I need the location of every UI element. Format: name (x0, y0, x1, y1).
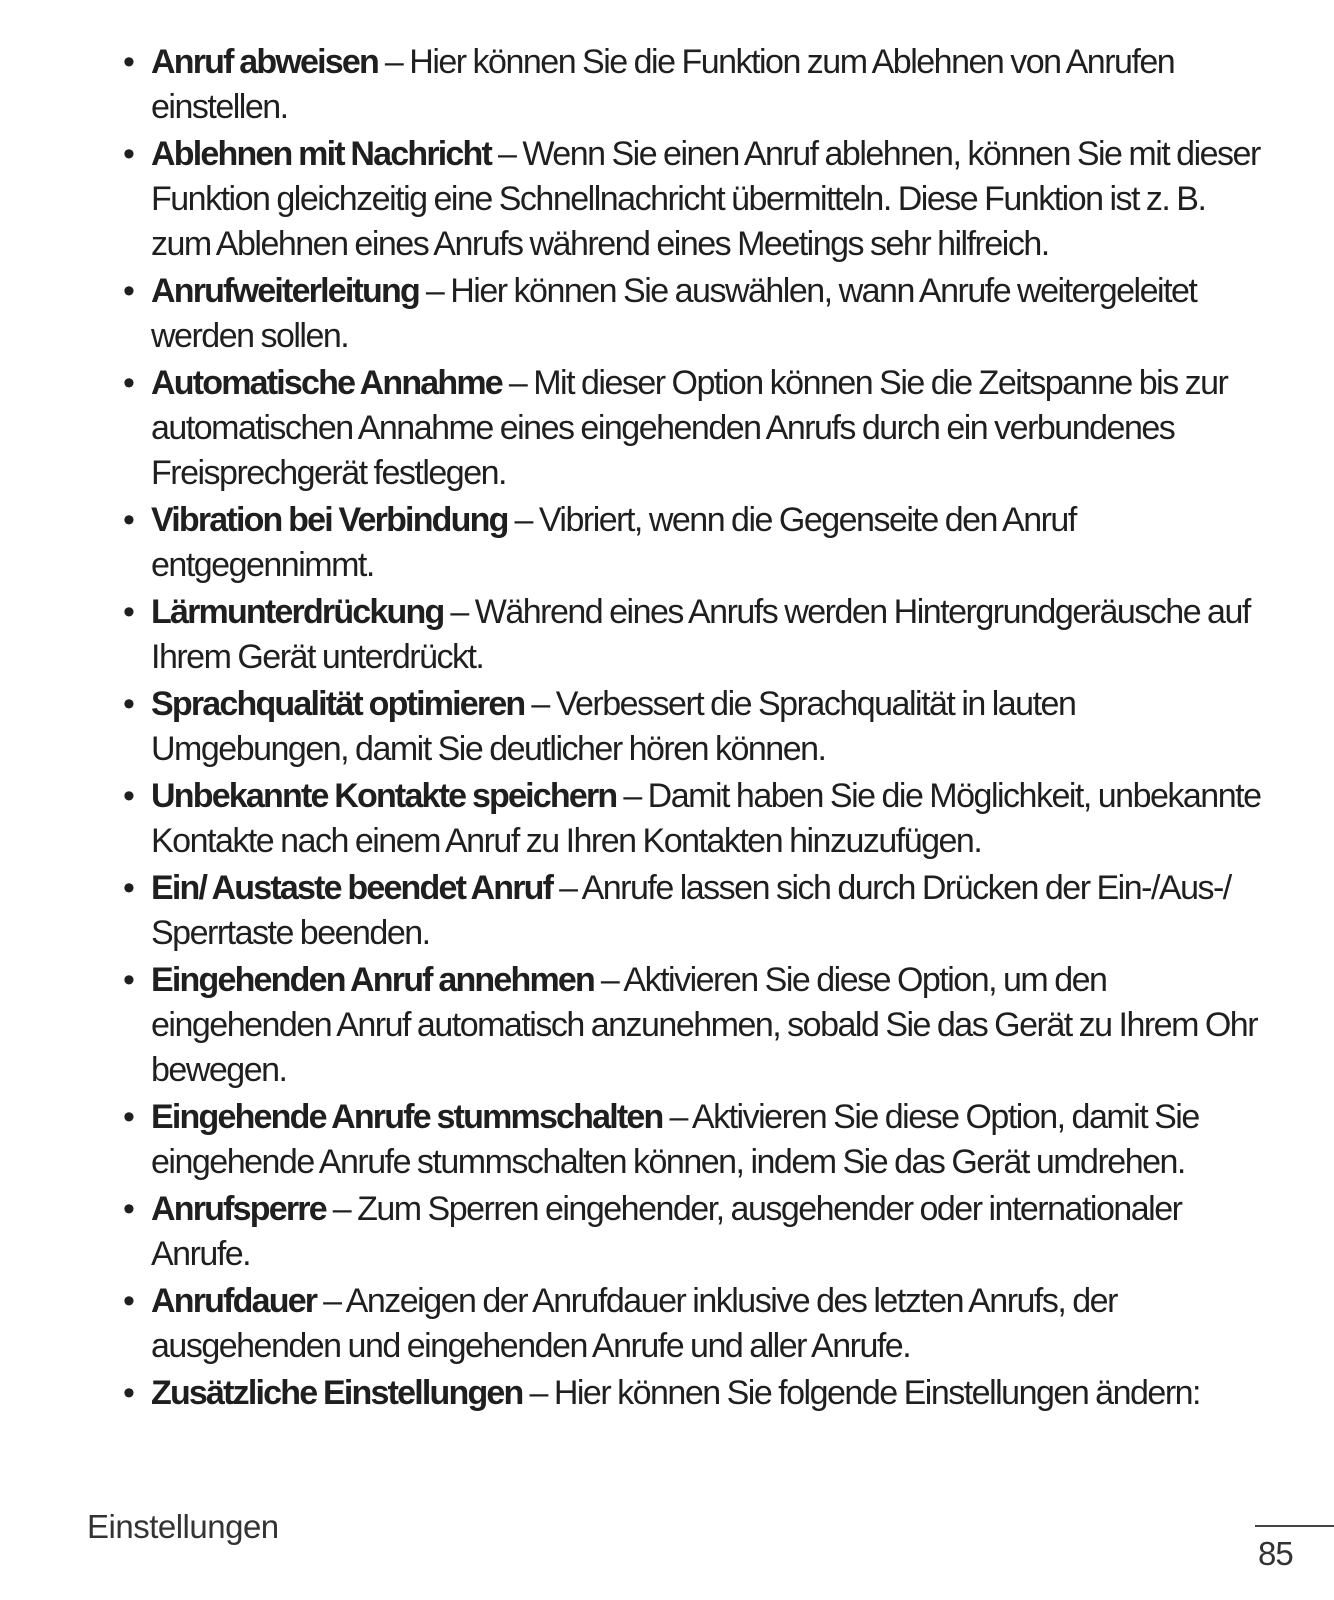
item-description: – Anzeigen der Anrufdauer inklusive des letzten Anrufs, der ausgehenden und eingehenden Anrufe und aller Anrufe. (151, 1282, 1117, 1365)
settings-list (123, 40, 1263, 1416)
item-description: – Mit dieser Option können Sie die Zeitspanne bis zur automatischen Annahme eines eingehenden Anrufs durch ein verbundenes Freisprechgerät festlegen. (151, 364, 1228, 492)
item-term: Automatische Annahme (151, 364, 502, 402)
item-description: – Aktivieren Sie diese Option, damit Sie eingehende Anrufe stummschalten können, indem Sie das Gerät umdrehen. (151, 1098, 1199, 1181)
item-description: – Zum Sperren eingehender, ausgehender oder internationaler Anrufe. (151, 1190, 1182, 1273)
bullet: • (123, 43, 134, 81)
page-content (123, 40, 1263, 1418)
bullet: • (123, 501, 134, 539)
item-term: Anruf abweisen (151, 43, 378, 81)
item-term: Ablehnen mit Nachricht (151, 135, 492, 173)
bullet: • (123, 593, 134, 631)
item-term: Unbekannte Kontakte speichern (151, 777, 617, 815)
footer-section-title: Einstellungen (87, 1508, 279, 1545)
item-term: Anrufweiterleitung (151, 272, 419, 310)
item-description: – Hier können Sie auswählen, wann Anrufe weitergeleitet werden sollen. (151, 272, 1197, 355)
item-description: – Hier können Sie die Funktion zum Ablehnen von Anrufen einstellen. (151, 43, 1175, 126)
list-item-zusaetzliche-einstellungen (123, 1371, 1263, 1416)
item-description: – Während eines Anrufs werden Hintergrundgeräusche auf Ihrem Gerät unterdrückt. (151, 593, 1250, 676)
item-term: Eingehende Anrufe stummschalten (151, 1098, 663, 1136)
list-item-anrufdauer (123, 1279, 1263, 1369)
item-description: – Aktivieren Sie diese Option, um den eingehenden Anruf automatisch anzunehmen, sobald Sie das Gerät zu Ihrem Ohr bewegen. (151, 961, 1258, 1089)
bullet: • (123, 1282, 134, 1320)
item-description: – Damit haben Sie die Möglichkeit, unbekannte Kontakte nach einem Anruf zu Ihren Kontakten hinzuzufügen. (151, 777, 1261, 860)
list-item-eingehende-anrufe-stummschalten (123, 1095, 1263, 1185)
list-item-ablehnen-mit-nachricht (123, 132, 1263, 267)
list-item-laermunterdrueckung (123, 590, 1263, 680)
bullet: • (123, 1374, 134, 1412)
bullet: • (123, 777, 134, 815)
item-term: Vibration bei Verbindung (151, 501, 508, 539)
bullet: • (123, 272, 134, 310)
item-term: Ein/ Austaste beendet Anruf (151, 869, 553, 907)
item-term: Sprachqualität optimieren (151, 685, 525, 723)
item-term: Zusätzliche Einstellungen (151, 1374, 523, 1412)
list-item-automatische-annahme (123, 361, 1263, 496)
list-item-unbekannte-kontakte-speichern (123, 774, 1263, 864)
bullet: • (123, 1190, 134, 1228)
list-item-eingehenden-anruf-annehmen (123, 958, 1263, 1093)
footer-divider (1255, 1525, 1334, 1527)
item-description: – Anrufe lassen sich durch Drücken der Ein-/Aus-/ Sperrtaste beenden. (151, 869, 1231, 952)
bullet: • (123, 135, 134, 173)
page-number: 85 (1258, 1535, 1293, 1572)
item-term: Anrufdauer (151, 1282, 317, 1320)
list-item-anrufsperre (123, 1187, 1263, 1277)
bullet: • (123, 685, 134, 723)
item-term: Eingehenden Anruf annehmen (151, 961, 594, 999)
bullet: • (123, 869, 134, 907)
list-item-anrufweiterleitung (123, 269, 1263, 359)
bullet: • (123, 961, 134, 999)
bullet: • (123, 364, 134, 402)
item-description: – Verbessert die Sprachqualität in lauten Umgebungen, damit Sie deutlicher hören können. (151, 685, 1076, 768)
bullet: • (123, 1098, 134, 1136)
list-item-anruf-abweisen (123, 40, 1263, 130)
list-item-vibration-bei-verbindung (123, 498, 1263, 588)
list-item-ein-austaste-beendet-anruf (123, 866, 1263, 956)
item-description: – Hier können Sie folgende Einstellungen ändern: (522, 1374, 1200, 1412)
item-term: Anrufsperre (151, 1190, 326, 1228)
item-description: – Vibriert, wenn die Gegenseite den Anruf entgegennimmt. (151, 501, 1076, 584)
list-item-sprachqualitaet-optimieren (123, 682, 1263, 772)
item-term: Lärmunterdrückung (151, 593, 444, 631)
item-description: – Wenn Sie einen Anruf ablehnen, können Sie mit dieser Funktion gleichzeitig eine Schnellnachricht übermitteln. Diese Funktion ist z. B. zum Ablehnen eines Anrufs während eines Meetings sehr hilfreich. (151, 135, 1260, 263)
